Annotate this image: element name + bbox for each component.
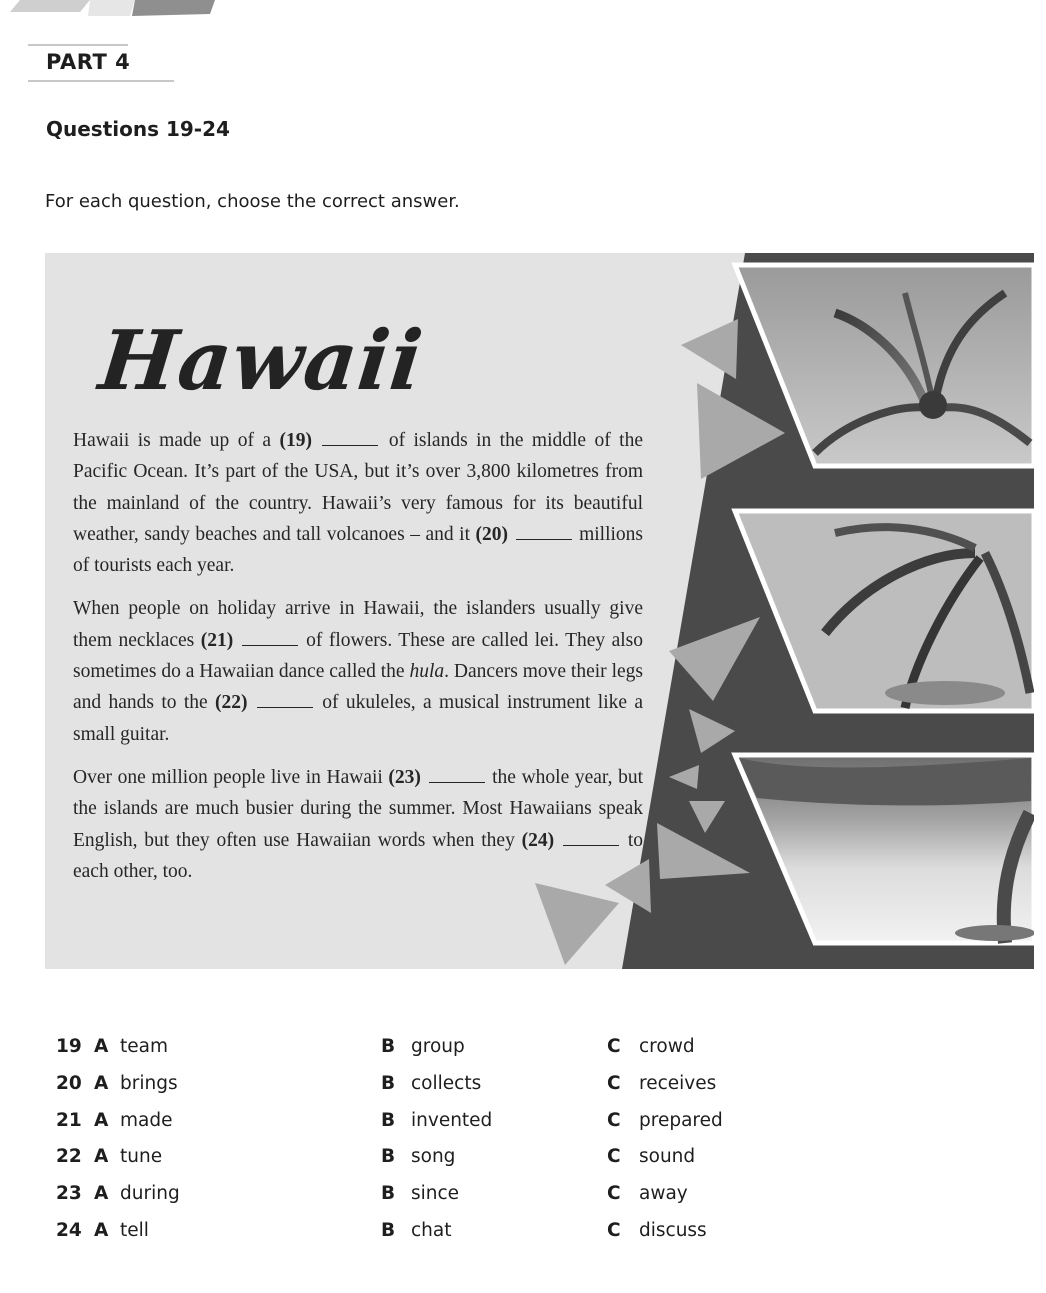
option-b-label: B [381, 1036, 396, 1057]
question-row [56, 1073, 956, 1110]
gap-number-22: (22) [215, 692, 248, 714]
option-b[interactable]: group [411, 1036, 465, 1057]
option-b-label: B [381, 1109, 396, 1131]
option-c-label: C [607, 1109, 621, 1131]
question-number: 24 [56, 1219, 82, 1241]
gap-number-23: (23) [388, 766, 421, 788]
question-row [56, 1110, 956, 1147]
option-b-label: B [381, 1183, 396, 1205]
answer-gap-20 [516, 525, 572, 540]
option-a[interactable]: tune [120, 1146, 163, 1168]
option-c-label: C [607, 1183, 621, 1205]
option-b-label: B [381, 1072, 396, 1094]
answer-gap-23 [429, 768, 485, 783]
hula-word: hula [409, 661, 445, 683]
article-title: Hawaii [94, 313, 428, 409]
question-number: 19 [56, 1036, 82, 1057]
gap-number-20: (20) [475, 523, 509, 545]
option-b-label: B [381, 1146, 396, 1168]
gap-number-21: (21) [200, 629, 234, 651]
answer-gap-19 [322, 431, 378, 446]
option-c[interactable]: sound [639, 1146, 696, 1168]
option-a-label: A [94, 1109, 109, 1131]
answer-gap-21 [242, 631, 298, 646]
option-b[interactable]: since [411, 1183, 460, 1205]
option-a[interactable]: made [120, 1109, 173, 1131]
option-c[interactable]: prepared [639, 1109, 723, 1131]
gap-number-19: (19) [279, 430, 312, 451]
answer-options [56, 1036, 956, 1257]
option-c-label: C [607, 1072, 621, 1094]
option-c[interactable]: away [639, 1183, 688, 1205]
option-b[interactable]: song [411, 1146, 456, 1168]
option-b[interactable]: invented [411, 1109, 493, 1131]
article-paragraph-1: Hawaii is made up of a (19) of islands in the middle of the Pacific Ocean. It’s part of the USA, but it’s over 3,800 kilometres from the mainland of the country. Hawaii’s very famous for its beautiful weather, sandy beaches and tall volcanoes – and it (20) millions of tourists each year. [73, 430, 643, 577]
option-c[interactable]: receives [639, 1072, 717, 1094]
part-label: PART 4 [46, 50, 131, 74]
instruction-text: For each question, choose the correct answer. [45, 191, 460, 212]
question-number: 23 [56, 1183, 82, 1205]
option-c[interactable]: crowd [639, 1036, 695, 1057]
question-number: 20 [56, 1072, 82, 1094]
option-b[interactable]: collects [411, 1072, 482, 1094]
option-a[interactable]: team [120, 1036, 168, 1057]
option-c[interactable]: discuss [639, 1219, 707, 1241]
option-a-label: A [94, 1219, 109, 1241]
question-row [56, 1183, 956, 1220]
answer-gap-24 [563, 831, 619, 846]
option-b[interactable]: chat [411, 1219, 452, 1241]
part-rule-top [28, 44, 128, 46]
question-number: 22 [56, 1146, 82, 1168]
option-a-label: A [94, 1072, 109, 1094]
option-c-label: C [607, 1146, 621, 1168]
article-paragraph-2: When people on holiday arrive in Hawaii, the islanders usually give them necklaces (21) of flowers. These are called lei. They also sometimes do a Hawaiian dance called the hula. Dancers move their legs and hands to the (22) of ukuleles, a musical instrument like a small guitar. [73, 598, 644, 745]
option-a-label: A [94, 1036, 109, 1057]
questions-title: Questions 19-24 [46, 117, 230, 141]
question-row [56, 1036, 956, 1073]
option-c-label: C [607, 1219, 621, 1241]
top-decorative-bar [0, 0, 1046, 20]
part-rule-bottom [28, 80, 174, 82]
question-row [56, 1146, 956, 1183]
option-a[interactable]: brings [120, 1072, 178, 1094]
article-panel [45, 253, 1034, 969]
answer-gap-22 [257, 693, 313, 708]
option-c-label: C [607, 1036, 621, 1057]
option-a-label: A [94, 1146, 109, 1168]
article-paragraph-3: Over one million people live in Hawaii (23) the whole year, but the islands are much busier during the summer. Most Hawaiians speak English, but they often use Hawaiian words when they (24) to each other, too. [73, 766, 644, 882]
question-number: 21 [56, 1109, 82, 1131]
question-row [56, 1220, 956, 1257]
option-a[interactable]: tell [120, 1219, 149, 1241]
option-a-label: A [94, 1183, 109, 1205]
article-body [73, 425, 643, 899]
gap-number-24: (24) [521, 829, 555, 851]
option-a[interactable]: during [120, 1183, 180, 1205]
option-b-label: B [381, 1219, 396, 1241]
